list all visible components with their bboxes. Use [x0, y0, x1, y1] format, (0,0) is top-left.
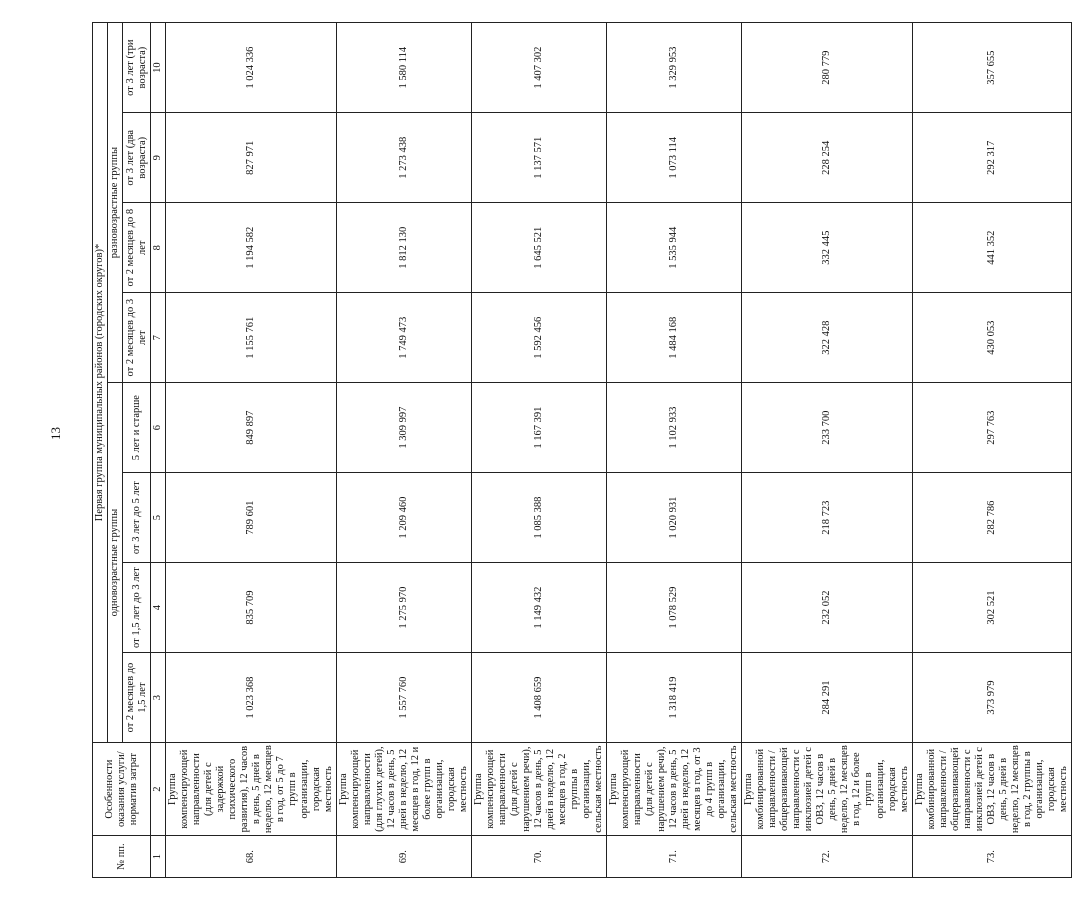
cell-value: 1 073 114: [607, 113, 742, 203]
cell-value: 1 102 933: [607, 383, 742, 473]
cell-value: 1 275 970: [337, 563, 472, 653]
cell-value: 1 020 931: [607, 473, 742, 563]
cell-value: 297 763: [913, 383, 1072, 473]
column-number: 7: [151, 293, 166, 383]
cell-value: 1 484 168: [607, 293, 742, 383]
cell-value: 827 971: [166, 113, 337, 203]
cell-value: 1 078 529: [607, 563, 742, 653]
cell-value: 849 897: [166, 383, 337, 473]
cell-value: 1 209 460: [337, 473, 472, 563]
cell-value: 1 085 388: [472, 473, 607, 563]
cell-value: 1 137 571: [472, 113, 607, 203]
header-single-age: одновозрастные группы: [108, 383, 123, 743]
header-group-title: Первая группа муниципальных районов (городских округов)*: [93, 23, 108, 743]
header-num: № пп.: [93, 836, 151, 878]
row-number: 70.: [472, 836, 607, 878]
row-description: Группа комбинированной направленности / общеразвивающей направленности с инклюзией детей с ОВЗ, 12 часов в день, 5 дней в неделю, 12 месяцев в год, 12 и более групп в организации, городская местность: [742, 743, 913, 836]
header-age: от 2 месяцев до 1,5 лет: [123, 653, 151, 743]
table-row: [337, 23, 472, 878]
header-age: от 3 лет (три возраста): [123, 23, 151, 113]
table-row: [742, 23, 913, 878]
header-age: 5 лет и старше: [123, 383, 151, 473]
row-description: Группа компенсирующей направленности (для глухих детей), 12 часов в день, 5 дней в неделю, 12 месяцев в год, 12 и более групп в организации, городская местность: [337, 743, 472, 836]
cell-value: 1 535 944: [607, 203, 742, 293]
cell-value: 218 723: [742, 473, 913, 563]
cell-value: 1 749 473: [337, 293, 472, 383]
header-age: от 2 месяцев до 8 лет: [123, 203, 151, 293]
cell-value: 332 445: [742, 203, 913, 293]
cell-value: 1 273 438: [337, 113, 472, 203]
cell-value: 233 700: [742, 383, 913, 473]
cell-value: 1 329 953: [607, 23, 742, 113]
table-row: [472, 23, 607, 878]
cell-value: 302 521: [913, 563, 1072, 653]
table-row: [607, 23, 742, 878]
header-age: от 2 месяцев до 3 лет: [123, 293, 151, 383]
row-number: 71.: [607, 836, 742, 878]
cell-value: 1 318 419: [607, 653, 742, 743]
column-number: 5: [151, 473, 166, 563]
column-number: 8: [151, 203, 166, 293]
row-number: 68.: [166, 836, 337, 878]
cell-value: 373 979: [913, 653, 1072, 743]
column-number: 2: [151, 743, 166, 836]
header-description: Особенности оказания услуги/ норматив затрат: [93, 743, 151, 836]
cell-value: 1 407 302: [472, 23, 607, 113]
table-row: [913, 23, 1072, 878]
header-age: от 3 лет до 5 лет: [123, 473, 151, 563]
cell-value: 1 023 368: [166, 653, 337, 743]
column-number: 4: [151, 563, 166, 653]
column-number: 6: [151, 383, 166, 473]
rotated-table-sheet: [92, 22, 1069, 878]
header-mixed-age: разновозрастные группы: [108, 23, 123, 383]
cell-value: 789 601: [166, 473, 337, 563]
column-number: 9: [151, 113, 166, 203]
cell-value: 1 309 997: [337, 383, 472, 473]
cell-value: 280 779: [742, 23, 913, 113]
header-age: от 3 лет (два возраста): [123, 113, 151, 203]
table-row: [166, 23, 337, 878]
cell-value: 1 024 336: [166, 23, 337, 113]
cell-value: 228 254: [742, 113, 913, 203]
row-number: 69.: [337, 836, 472, 878]
row-description: Группа компенсирующей направленности (для детей с нарушением речи), 12 часов в день, 5 дней в неделю, 12 месяцев в год, 2 группы в организации, сельская местность: [472, 743, 607, 836]
cell-value: 1 592 456: [472, 293, 607, 383]
cell-value: 835 709: [166, 563, 337, 653]
cell-value: 1 645 521: [472, 203, 607, 293]
page-number: 13: [48, 427, 63, 440]
cell-value: 1 194 582: [166, 203, 337, 293]
cell-value: 357 655: [913, 23, 1072, 113]
cell-value: 1 149 432: [472, 563, 607, 653]
header-age: от 1,5 лет до 3 лет: [123, 563, 151, 653]
cell-value: 1 167 391: [472, 383, 607, 473]
cell-value: 1 155 761: [166, 293, 337, 383]
cell-value: 1 580 114: [337, 23, 472, 113]
cell-value: 292 317: [913, 113, 1072, 203]
cell-value: 441 352: [913, 203, 1072, 293]
cell-value: 322 428: [742, 293, 913, 383]
cell-value: 1 812 130: [337, 203, 472, 293]
row-number: 72.: [742, 836, 913, 878]
row-number: 73.: [913, 836, 1072, 878]
row-description: Группа компенсирующей направленности (для детей с задержкой психического развития), 12 часов в день, 5 дней в неделю, 12 месяцев в год, от 5 до 7 групп в организации, городская местность: [166, 743, 337, 836]
cell-value: 232 052: [742, 563, 913, 653]
column-number: 1: [151, 836, 166, 878]
cell-value: 1 557 760: [337, 653, 472, 743]
column-number: 10: [151, 23, 166, 113]
column-number: 3: [151, 653, 166, 743]
cell-value: 284 291: [742, 653, 913, 743]
row-description: Группа компенсирующей направленности (для детей с нарушением речи), 12 часов в день, 5 дней в неделю, 12 месяцев в год, от 3 до 4 групп в организации, сельская местность: [607, 743, 742, 836]
row-description: Группа комбинированной направленности / общеразвивающей направленности с инклюзией детей с ОВЗ, 12 часов в день, 5 дней в неделю, 12 месяцев в год, 2 группы в организации, городская местность: [913, 743, 1072, 836]
cell-value: 1 408 659: [472, 653, 607, 743]
cell-value: 282 786: [913, 473, 1072, 563]
cell-value: 430 053: [913, 293, 1072, 383]
tariff-table: [92, 22, 1072, 878]
